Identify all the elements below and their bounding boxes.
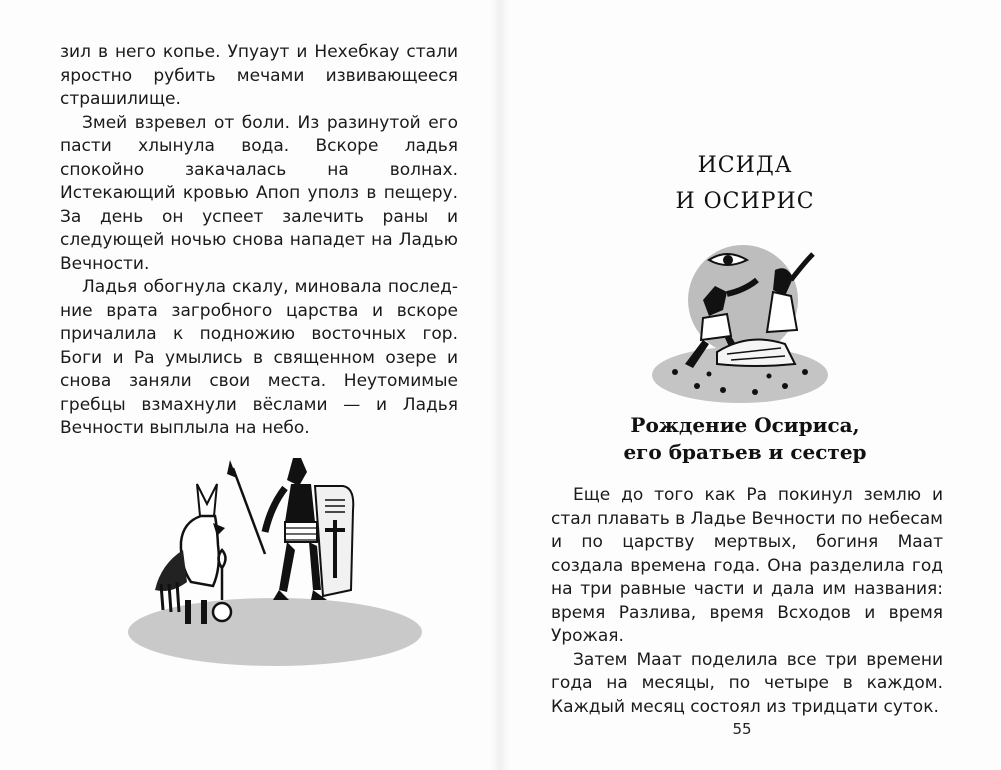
falcon-god-figure <box>155 484 231 624</box>
chapter-title <box>600 148 890 220</box>
chapter-title-line-2: И ОСИРИС <box>675 189 815 214</box>
horus-anubis-illustration <box>125 450 425 675</box>
section-title-line-1: Рождение Осириса, <box>630 413 860 437</box>
chapter-title-line-1: ИСИДА <box>697 153 793 178</box>
left-paragraph-1: зил в него копье. Упуаут и Нехебкау стали яростно рубить мечами извивающееся страшилище. <box>60 42 458 109</box>
page-gutter <box>490 0 510 770</box>
right-page-text <box>551 484 943 719</box>
left-paragraph-2: Змей взревел от боли. Из разинутой его пасти хлынула вода. Вскоре ладья спокойно закачалась на волнах. Истекающий кровью Апоп уполз в пещеру. За день он успеет залечить раны и следующей ночью снова нападет на Ладью Вечности. <box>60 112 458 274</box>
left-page-text <box>60 41 458 441</box>
page-number: 55 <box>732 720 752 738</box>
isis-osiris-vignette <box>645 240 835 405</box>
anubis-warrior-figure <box>227 458 353 600</box>
section-title-line-2: его братьев и сестер <box>623 440 867 464</box>
left-paragraph-3: Ладья обогнула скалу, миновала последние врата загробного царства и вскоре причалила к подножию восточных гор. Боги и Ра умылись в священном озере и снова заняли свои места. Неутомимые гребцы взмахнули вёслами — и Ладья Вечности выплыла на небо. <box>60 277 458 438</box>
right-paragraph-2: Затем Маат поделила все три времени года на месяцы, по четыре в каждом. Каждый месяц состоял из тридцати суток. <box>551 649 943 717</box>
section-title <box>570 412 920 466</box>
right-paragraph-1: Еще до того как Ра покинул землю и стал плавать в Ладье Вечности по небесам и по царству мертвых, богиня Маат создала времена года. Она разделила год на три равные части и дала им названия: время Разлива, время Всходов и время Урожая. <box>551 485 943 646</box>
